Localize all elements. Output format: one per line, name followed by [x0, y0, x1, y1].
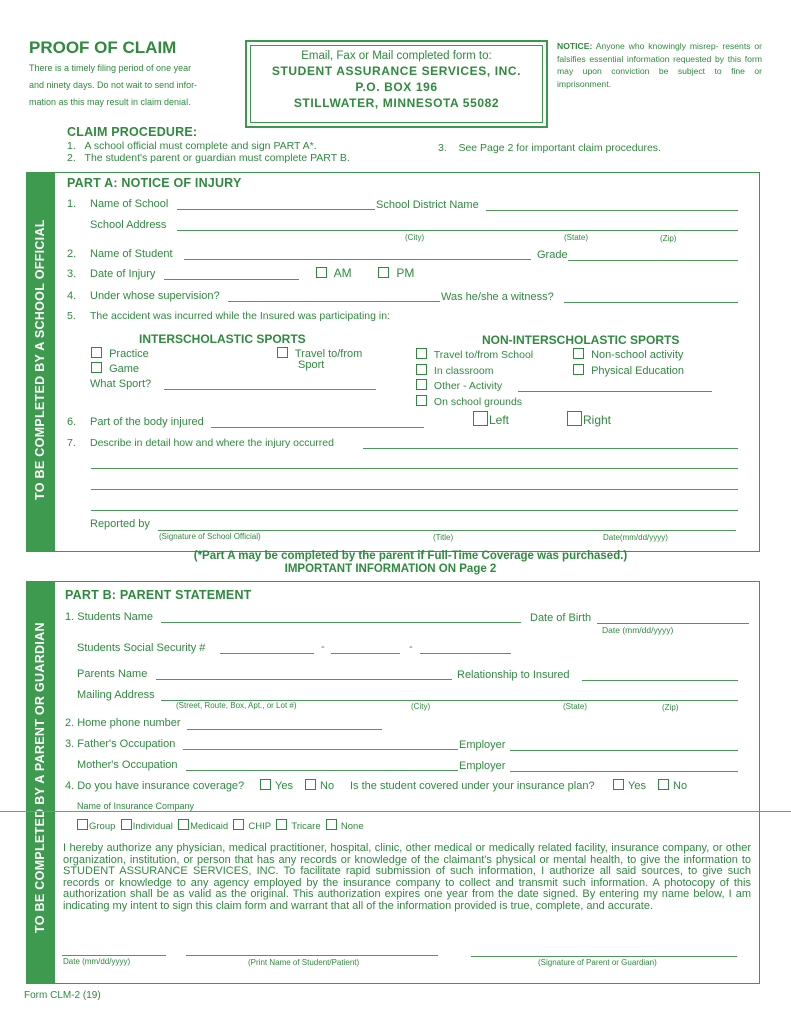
procedure-heading: CLAIM PROCEDURE:	[67, 125, 198, 139]
physical-ed-label: Physical Education	[591, 365, 685, 377]
covered-yes-checkbox[interactable]	[613, 779, 646, 792]
mother-occupation-field[interactable]	[186, 770, 458, 771]
right-label: Right	[583, 413, 612, 427]
travel-sport-label-cont: Sport	[298, 359, 325, 371]
group-checkbox[interactable]	[77, 821, 115, 832]
classroom-checkbox[interactable]	[416, 364, 493, 377]
tricare-label: Tricare	[291, 821, 321, 832]
part-b-side-label: TO BE COMPLETED BY A PARENT OR GUARDIAN	[33, 622, 47, 933]
question-number: 4.	[67, 290, 77, 302]
mailing-address-label: Mailing Address	[77, 689, 155, 701]
zip-hint: (Zip)	[662, 703, 679, 712]
practice-label: Practice	[109, 348, 149, 360]
question-number: 5.	[67, 310, 76, 322]
part-a-note	[0, 550, 791, 576]
insurance-question: 4. Do you have insurance coverage?	[65, 780, 245, 792]
step-text: A school official must complete and sign PART A*.	[84, 140, 317, 152]
phone-field[interactable]	[187, 729, 382, 730]
travel-sport-label: Travel to/from	[294, 348, 363, 360]
other-activity-label: Other - Activity	[433, 380, 503, 392]
checkbox-icon	[573, 364, 584, 375]
none-label: None	[340, 821, 364, 832]
chip-checkbox[interactable]	[233, 821, 271, 832]
form-id: Form CLM-2 (19)	[24, 990, 101, 1001]
question-number: 6.	[67, 416, 77, 428]
injury-description-label: Describe in detail how and where the injury occurred	[90, 437, 334, 449]
father-occupation-label: 3. Father's Occupation	[65, 738, 176, 750]
step-number: 1.	[67, 140, 76, 152]
question-number: 7.	[67, 437, 76, 449]
yes-label: Yes	[275, 780, 293, 792]
mother-employer-label: Employer	[459, 760, 506, 772]
title-hint: (Title)	[433, 533, 454, 542]
non-school-label: Non-school activity	[591, 349, 684, 361]
notice-line: requested by this form may upon conviction	[557, 53, 762, 76]
filing-note-line: and ninety days. Do not wait to send infor-	[29, 80, 198, 90]
notice-line: Anyone who knowingly misrep-	[595, 41, 719, 51]
po-box: P.O. BOX 196	[355, 80, 438, 94]
ssn-dash: -	[321, 641, 325, 653]
print-name-field[interactable]	[186, 955, 438, 956]
body-part-field[interactable]	[211, 427, 424, 428]
phone-label: 2. Home phone number	[65, 717, 181, 729]
none-checkbox[interactable]	[326, 821, 364, 832]
question-number: 2.	[67, 248, 77, 260]
step-text: The student's parent or guardian must complete PART B.	[84, 152, 350, 164]
notice-block	[557, 40, 762, 90]
parent-signature-field[interactable]	[471, 956, 737, 957]
left-label: Left	[489, 413, 510, 427]
signature-hint: (Signature of School Official)	[159, 532, 261, 541]
checkbox-icon	[305, 779, 316, 790]
am-checkbox[interactable]	[316, 266, 352, 280]
scan-rule	[0, 811, 791, 812]
grade-field[interactable]	[568, 260, 738, 261]
game-checkbox[interactable]	[91, 362, 139, 375]
state-hint: (State)	[564, 233, 589, 242]
medicaid-label: Medicaid	[190, 821, 229, 832]
part-a-side-label: TO BE COMPLETED BY A SCHOOL OFFICIAL	[33, 219, 47, 500]
mail-instruction: Email, Fax or Mail completed form to:	[301, 50, 492, 62]
insurance-yes-checkbox[interactable]	[260, 779, 293, 792]
other-activity-field[interactable]	[518, 391, 712, 392]
grade-label: Grade	[537, 249, 568, 261]
no-label: No	[673, 780, 688, 792]
ssn-label: Students Social Security #	[77, 642, 206, 654]
pm-checkbox[interactable]	[378, 266, 414, 280]
mother-occupation-label: Mother's Occupation	[77, 759, 178, 771]
physical-ed-checkbox[interactable]	[573, 364, 684, 377]
question-number: 1.	[67, 198, 77, 210]
ssn-part2-field[interactable]	[331, 653, 400, 654]
zip-hint: (Zip)	[660, 234, 677, 243]
reported-by-field[interactable]	[158, 530, 736, 531]
checkbox-icon	[416, 395, 427, 406]
checkbox-icon	[77, 819, 88, 830]
step-text: See Page 2 for important claim procedures.	[458, 142, 661, 154]
school-address-label: School Address	[90, 219, 167, 231]
city-state-zip: STILLWATER, MINNESOTA 55082	[293, 96, 500, 110]
supervision-label: Under whose supervision?	[90, 290, 220, 302]
step-number: 3.	[438, 142, 447, 154]
student-name-field[interactable]	[184, 259, 531, 260]
what-sport-label: What Sport?	[90, 378, 152, 390]
filing-note	[29, 60, 197, 111]
checkbox-icon	[613, 779, 624, 790]
parent-signature-hint: (Signature of Parent or Guardian)	[538, 958, 657, 967]
checkbox-icon	[473, 411, 488, 426]
mother-employer-field[interactable]	[510, 771, 738, 772]
print-name-hint: (Print Name of Student/Patient)	[248, 958, 360, 967]
checkbox-icon	[316, 267, 327, 278]
checkbox-icon	[178, 819, 189, 830]
ssn-part3-field[interactable]	[420, 653, 511, 654]
father-employer-label: Employer	[459, 739, 506, 751]
school-name-field[interactable]	[177, 209, 375, 210]
authorization-text: I hereby authorize any physician, medical practitioner, hospital, clinic, other medical or medically related facility, insurance company, or other organization, institution, or person that has any records or knowledge of the claimant's physical or mental health, to give the information to STUDENT ASSURANCE SERVICES, INC. To facilitate rapid submission of such information, I authorize all said sources, to give such records or knowledge to any agency employed by the insurance company to collect and transmit such information. A photocopy of this authorization shall be as valid as the original. This authorization expires one year from the date signed. By entering my name below, I am indicating my intent to sign this claim form and warrant that all of the information provided is true, complete, and accurate.	[63, 842, 751, 912]
school-grounds-label: On school grounds	[433, 396, 523, 408]
yes-label: Yes	[628, 780, 646, 792]
part-b-heading: PART B: PARENT STATEMENT	[65, 588, 252, 602]
checkbox-icon	[260, 779, 271, 790]
checkbox-icon	[276, 819, 287, 830]
chip-label: CHIP	[248, 821, 272, 832]
date-hint: Date(mm/dd/yyyy)	[603, 533, 668, 542]
school-name-label: Name of School	[90, 198, 169, 210]
ssn-dash: -	[409, 641, 413, 653]
witness-field[interactable]	[564, 302, 738, 303]
medicaid-checkbox[interactable]	[178, 821, 228, 832]
district-name-label: School District Name	[376, 199, 479, 211]
school-address-field[interactable]	[177, 230, 738, 231]
injury-description-line[interactable]	[91, 510, 738, 511]
father-employer-field[interactable]	[510, 750, 738, 751]
practice-checkbox[interactable]	[91, 347, 149, 360]
interscholastic-heading: INTERSCHOLASTIC SPORTS	[139, 332, 306, 346]
district-name-field[interactable]	[486, 210, 738, 211]
checkbox-icon	[91, 347, 102, 358]
question-number: 3.	[67, 268, 77, 280]
insurer-label: Name of Insurance Company	[77, 801, 195, 811]
ssn-part1-field[interactable]	[220, 653, 314, 654]
travel-school-label: Travel to/from School	[433, 349, 534, 361]
procedure-step	[438, 142, 661, 154]
notice-label: NOTICE:	[557, 41, 593, 51]
no-label: No	[320, 780, 335, 792]
plan-type-options	[77, 819, 364, 832]
company-name: STUDENT ASSURANCE SERVICES, INC.	[271, 64, 522, 78]
street-hint: (Street, Route, Box, Apt., or Lot #)	[176, 701, 297, 710]
game-label: Game	[109, 363, 140, 375]
injury-date-field[interactable]	[164, 279, 299, 280]
students-name-label: 1. Students Name	[65, 611, 154, 623]
non-school-checkbox[interactable]	[573, 348, 683, 361]
injury-description-field[interactable]	[363, 448, 738, 449]
filing-note-line: mation as this may result in claim denial.	[29, 97, 191, 107]
injury-date-label: Date of Injury	[90, 268, 156, 280]
checkbox-icon	[326, 819, 337, 830]
dob-field[interactable]	[597, 623, 749, 624]
filing-note-line: There is a timely filing period of one year	[29, 63, 192, 73]
students-name-field[interactable]	[161, 622, 521, 623]
other-activity-checkbox[interactable]	[416, 379, 502, 392]
reported-by-label: Reported by	[90, 518, 150, 530]
notice-line: resents or falsifies essential information	[557, 41, 762, 64]
activity-question: The accident was incurred while the Insured was participating in:	[90, 310, 390, 322]
right-checkbox[interactable]	[567, 411, 611, 427]
checkbox-icon	[416, 348, 427, 359]
what-sport-field[interactable]	[164, 389, 376, 390]
parents-name-field[interactable]	[156, 679, 452, 680]
checkbox-icon	[658, 779, 669, 790]
dob-label: Date of Birth	[530, 612, 592, 624]
checkbox-icon	[573, 348, 584, 359]
classroom-label: In classroom	[433, 365, 494, 377]
injury-description-line[interactable]	[91, 468, 738, 469]
checkbox-icon	[91, 362, 102, 373]
step-number: 2.	[67, 152, 76, 164]
parents-name-label: Parents Name	[77, 668, 148, 680]
am-label: AM	[333, 266, 352, 280]
checkbox-icon	[121, 819, 132, 830]
state-hint: (State)	[563, 702, 588, 711]
procedure-step	[67, 152, 350, 164]
important-info-line: IMPORTANT INFORMATION ON Page 2	[284, 563, 497, 575]
body-part-label: Part of the body injured	[90, 416, 204, 428]
supervision-field[interactable]	[228, 301, 440, 302]
checkbox-icon	[378, 267, 389, 278]
witness-label: Was he/she a witness?	[441, 291, 554, 303]
individual-checkbox[interactable]	[121, 821, 173, 832]
checkbox-icon	[233, 819, 244, 830]
insurance-no-checkbox[interactable]	[305, 779, 334, 792]
checkbox-icon	[416, 379, 427, 390]
city-hint: (City)	[405, 233, 425, 242]
injury-description-line[interactable]	[91, 489, 738, 490]
covered-no-checkbox[interactable]	[658, 779, 687, 792]
individual-label: Individual	[132, 821, 173, 832]
pm-label: PM	[396, 266, 415, 280]
procedure-step	[67, 140, 317, 152]
dob-hint: Date (mm/dd/yyyy)	[602, 625, 674, 635]
notice-line: be subject to fine or imprisonment.	[557, 66, 763, 89]
school-grounds-checkbox[interactable]	[416, 395, 522, 408]
travel-school-checkbox[interactable]	[416, 348, 533, 361]
covered-question: Is the student covered under your insurance plan?	[350, 780, 595, 792]
city-hint: (City)	[411, 702, 431, 711]
student-name-label: Name of Student	[90, 248, 173, 260]
left-checkbox[interactable]	[473, 411, 509, 427]
sig-date-field[interactable]	[62, 955, 166, 956]
checkbox-icon	[416, 364, 427, 375]
form-title: PROOF OF CLAIM	[29, 38, 177, 57]
part-a-heading: PART A: NOTICE OF INJURY	[67, 176, 242, 190]
group-label: Group	[89, 821, 116, 832]
checkbox-icon	[567, 411, 582, 426]
relationship-label: Relationship to Insured	[457, 669, 570, 681]
mailing-address-box	[245, 40, 548, 128]
non-interscholastic-heading: NON-INTERSCHOLASTIC SPORTS	[482, 333, 680, 347]
father-occupation-field[interactable]	[183, 749, 458, 750]
tricare-checkbox[interactable]	[276, 821, 320, 832]
sig-date-hint: Date (mm/dd/yyyy)	[63, 957, 131, 966]
relationship-field[interactable]	[582, 680, 738, 681]
checkbox-icon	[277, 347, 288, 358]
part-a-note-line: (*Part A may be completed by the parent if Full-Time Coverage was purchased.)	[193, 550, 628, 562]
